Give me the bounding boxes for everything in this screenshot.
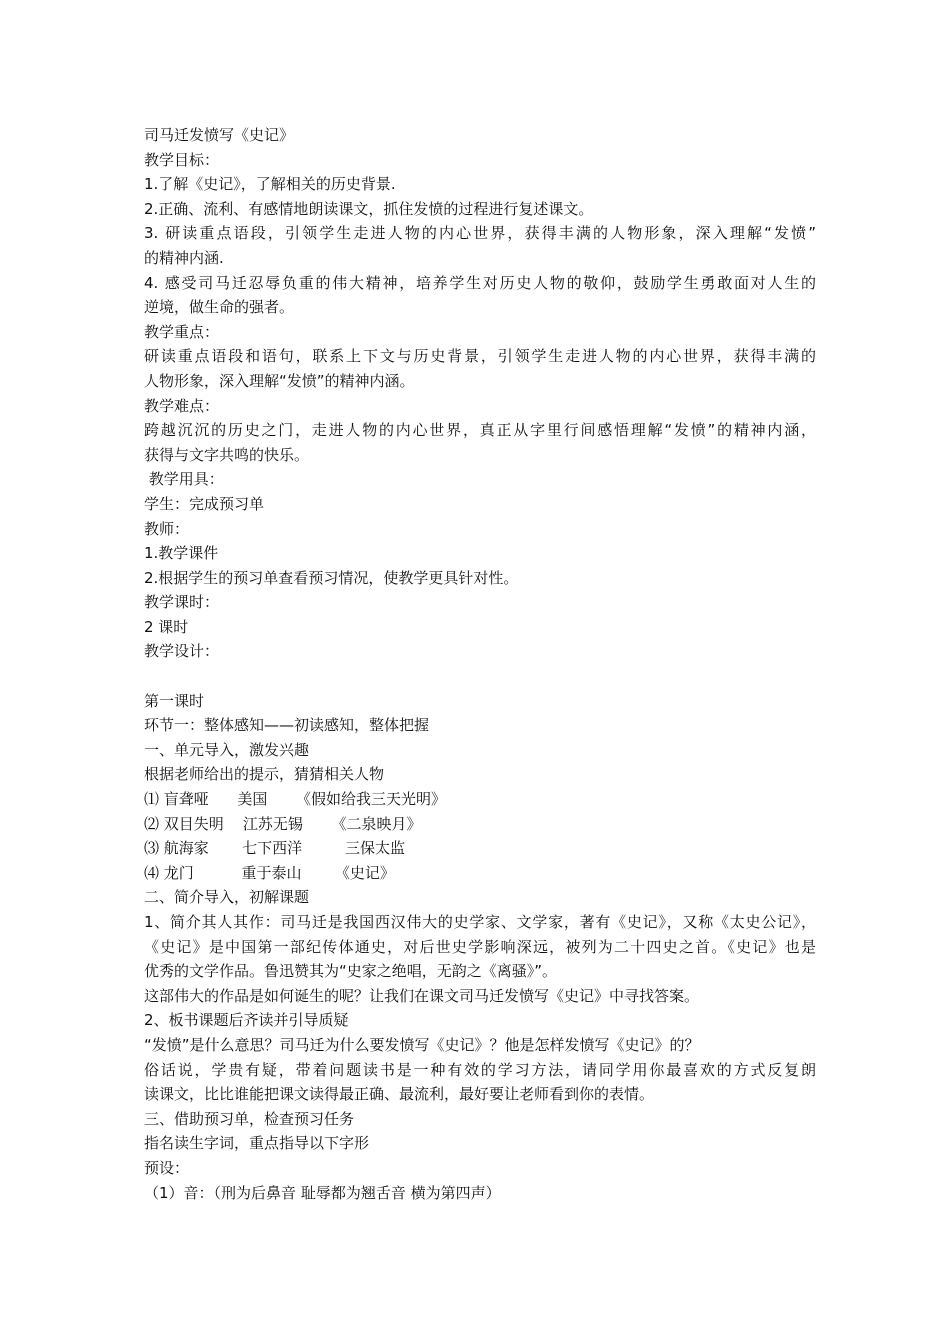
- text-line: 指名读生字词，重点指导以下字形: [144, 1134, 370, 1153]
- text-line: 第一课时: [144, 691, 205, 710]
- text-line: 2、板书课题后齐读并引导质疑: [144, 1011, 349, 1030]
- text-line: 教学课时：: [144, 593, 220, 612]
- text-line: ⑴ 盲聋哑 美国 《假如给我三天光明》: [144, 790, 446, 809]
- text-line: 教学设计：: [144, 642, 220, 661]
- text-line: 教师：: [144, 519, 190, 538]
- text-line: 获得与文字共鸣的快乐。: [144, 445, 310, 464]
- document-title: 司马迁发愤写《史记》: [144, 126, 295, 144]
- text-line: ⑶ 航海家 七下西洋 三保太监: [144, 839, 406, 858]
- text-line: ⑵ 双目失明 江苏无锡 《二泉映月》: [144, 814, 422, 833]
- text-line: ⑷ 龙门 重于泰山 《史记》: [144, 863, 395, 882]
- text-line: 的精神内涵.: [144, 248, 224, 267]
- text-line: 一、单元导入，激发兴趣: [144, 740, 310, 759]
- text-line: 这部伟大的作品是如何诞生的呢？让我们在课文司马迁发愤写《史记》中寻找答案。: [144, 986, 700, 1005]
- text-line: 逆境，做生命的强者。: [144, 298, 295, 317]
- text-line: 3. 研读重点语段，引领学生走进人物的内心世界，获得丰满的人物形象，深入理解“发愤”: [144, 224, 816, 243]
- text-line: 研读重点语段和语句，联系上下文与历史背景，引领学生走进人物的内心世界，获得丰满的: [144, 347, 816, 366]
- text-line: 读课文，比比谁能把课文读得最正确、最流利，最好要让老师看到你的表情。: [144, 1085, 655, 1104]
- text-line: （1）音：（刑为后鼻音 耻辱都为翘舌音 横为第四声）: [144, 1183, 501, 1202]
- text-line: 教学重点：: [144, 322, 220, 341]
- text-line: 跨越沉沉的历史之门，走进人物的内心世界，真正从字里行间感悟理解“发愤”的精神内涵，: [144, 421, 816, 440]
- text-line: 优秀的文学作品。鲁迅赞其为“史家之绝唱，无韵之《离骚》”。: [144, 962, 558, 981]
- text-line: 环节一：整体感知——初读感知，整体把握: [144, 716, 430, 735]
- text-line: 《史记》是中国第一部纪传体通史，对后世史学影响深远，被列为二十四史之首。《史记》也是: [144, 937, 816, 956]
- text-line: 1.了解《史记》，了解相关的历史背景.: [144, 175, 396, 194]
- text-line: 教学难点：: [144, 396, 220, 415]
- text-line: 2.根据学生的预习单查看预习情况，使教学更具针对性。: [144, 568, 519, 587]
- text-line: 学生：完成预习单: [144, 494, 265, 513]
- text-line: 三、借助预习单，检查预习任务: [144, 1109, 355, 1128]
- text-line: 1.教学课件: [144, 544, 219, 563]
- text-line: 2 课时: [144, 617, 189, 636]
- text-line: 教学目标：: [144, 150, 220, 169]
- text-line: 根据老师给出的提示，猜猜相关人物: [144, 765, 385, 784]
- text-line: 1、简介其人其作：司马迁是我国西汉伟大的史学家、文学家，著有《史记》，又称《太史公记》，: [144, 913, 816, 931]
- text-line: 4. 感受司马迁忍辱负重的伟大精神，培养学生对历史人物的敬仰，鼓励学生勇敢面对人生的: [144, 273, 816, 292]
- lesson-plan-text: [144, 123, 816, 1205]
- text-line: 俗话说，学贵有疑，带着问题读书是一种有效的学习方法，请同学用你最喜欢的方式反复朗: [144, 1060, 816, 1079]
- text-line: 人物形象，深入理解“发愤”的精神内涵。: [144, 371, 415, 390]
- text-line: 2.正确、流利、有感情地朗读课文，抓住发愤的过程进行复述课文。: [144, 199, 594, 218]
- text-line: 二、简介导入，初解课题: [144, 888, 310, 907]
- text-line: 预设：: [144, 1158, 190, 1177]
- text-line: [144, 664, 816, 689]
- text-line: 教学用具：: [144, 470, 224, 489]
- text-line: “发愤”是什么意思？司马迁为什么要发愤写《史记》？他是怎样发愤写《史记》的？: [144, 1035, 700, 1054]
